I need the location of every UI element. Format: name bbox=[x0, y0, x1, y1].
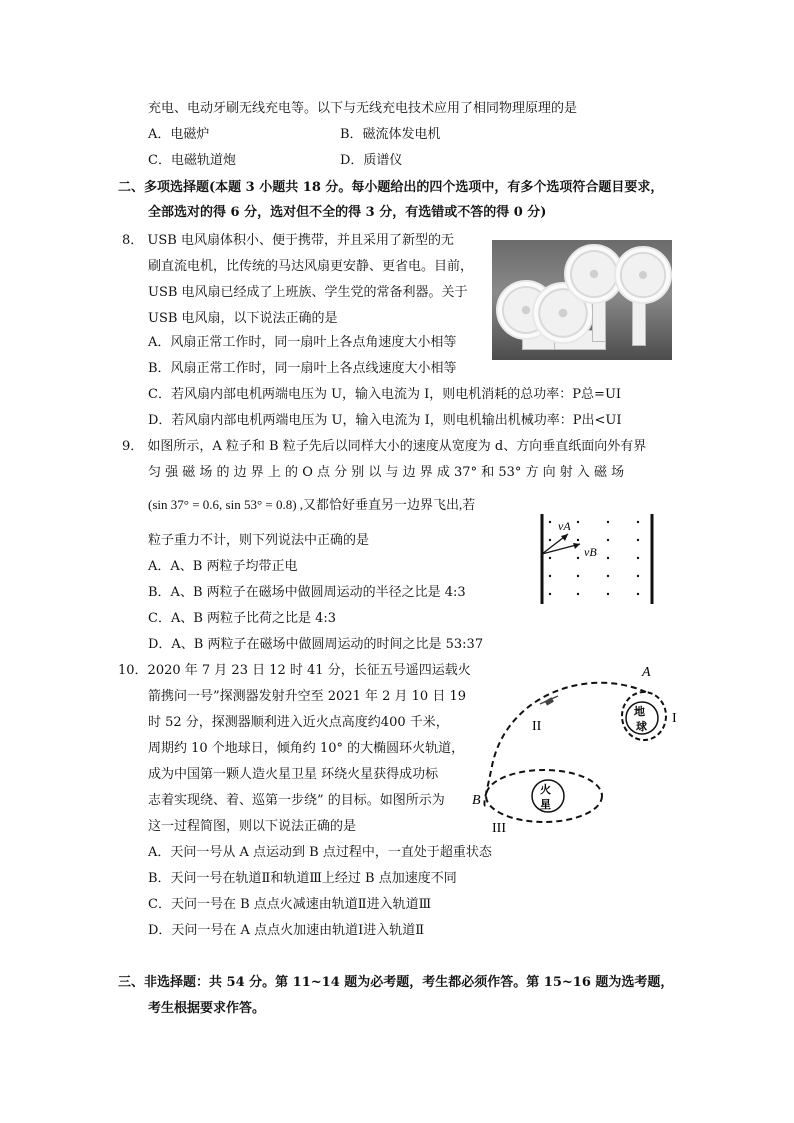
q9-stem-line1: 9． 如图所示，A 粒子和 B 粒子先后以同样大小的速度从宽度为 d、方向垂直纸面向外有界 bbox=[122, 439, 647, 454]
q9-option-d: D．A、B 两粒子在磁场中做圆周运动的时间之比是 53:37 bbox=[148, 637, 484, 652]
orbit-i-label: I bbox=[672, 711, 677, 726]
arrowhead-icon bbox=[573, 543, 580, 549]
usb-fan-photo bbox=[492, 240, 672, 360]
q7-stem-line: 充电、电动牙刷无线充电等。以下与无线充电技术应用了相同物理原理的是 bbox=[148, 101, 578, 116]
mars-label-1: 火 bbox=[540, 783, 551, 796]
q9-option-a: A．A、B 两粒子均带正电 bbox=[148, 559, 298, 574]
q7-option-b: B．磁流体发电机 bbox=[340, 127, 441, 142]
arrowhead-icon bbox=[561, 534, 568, 541]
q10-option-b: B．天问一号在轨道Ⅱ和轨道Ⅲ上经过 B 点加速度不同 bbox=[148, 871, 457, 886]
q8-option-c: C．若风扇内部电机两端电压为 U，输入电流为 I，则电机消耗的总功率：P总=UI bbox=[148, 387, 622, 402]
point-a-label: A bbox=[642, 665, 651, 680]
q7-option-d: D．质谱仪 bbox=[340, 153, 403, 168]
section3-heading-line2: 考生根据要求作答。 bbox=[148, 1001, 266, 1016]
q8-option-b: B．风扇正常工作时，同一扇叶上各点线速度大小相等 bbox=[148, 361, 457, 376]
q7-option-c: C．电磁轨道炮 bbox=[148, 153, 236, 168]
q10-stem-line2: 箭携问一号”探测器发射升空至 2021 年 2 月 10 日 19 bbox=[148, 689, 467, 704]
q10-stem-line3: 时 52 分，探测器顺利进入近火点高度约400 千米， bbox=[148, 715, 449, 730]
q10-option-a: A．天问一号从 A 点运动到 B 点过程中，一直处于超重状态 bbox=[148, 845, 492, 860]
q10-orbit-diagram bbox=[466, 656, 696, 842]
q8-stem-line4: USB 电风扇，以下说法正确的是 bbox=[148, 311, 338, 326]
section3-heading-line1: 三、非选择题：共 54 分。第 11~14 题为必考题，考生都必须作答。第 15~16 题为选考题， bbox=[118, 975, 674, 990]
q9-stem-line3: (sin 37° = 0.6, sin 53° = 0.8) ,又都恰好垂直另一边界飞出,若 bbox=[148, 497, 476, 512]
q10-option-d: D．天问一号在 A 点点火加速由轨道Ⅰ进入轨道Ⅱ bbox=[148, 923, 425, 938]
q10-stem-line1: 10．2020 年 7 月 23 日 12 时 41 分，长征五号遥四运载火 bbox=[118, 663, 471, 678]
label-va: vA bbox=[558, 519, 571, 533]
q8-option-a: A．风扇正常工作时，同一扇叶上各点角速度大小相等 bbox=[148, 335, 457, 350]
q10-stem-line6: 志着实现绕、着、巡第一步绕” 的目标。如图所示为 bbox=[148, 793, 445, 808]
earth-label-2: 球 bbox=[636, 720, 647, 733]
q9-stem-line4: 粒子重力不计，则下列说法中正确的是 bbox=[148, 533, 370, 548]
orbit-ii-label: II bbox=[532, 719, 542, 734]
q10-stem-line7: 这一过程简图，则以下说法正确的是 bbox=[148, 819, 357, 834]
q8-stem-line3: USB 电风扇已经成了上班族、学生党的常备利器。关于 bbox=[148, 285, 468, 300]
earth-label-1: 地 bbox=[634, 705, 645, 718]
section2-heading-line1: 二、多项选择题(本题 3 小题共 18 分。每小题给出的四个选项中，有多个选项符合题目要求， bbox=[118, 180, 664, 195]
orbit-two-transfer bbox=[484, 683, 646, 806]
q9-stem-line2: 匀 强 磁 场 的 边 界 上 的 O 点 分 别 以 与 边 界 成 37° 和 53° 方 向 射 入 磁 场 bbox=[148, 465, 625, 480]
spacecraft-icon bbox=[540, 696, 558, 706]
q9-option-b: B．A、B 两粒子在磁场中做圆周运动的半径之比是 4:3 bbox=[148, 585, 466, 600]
section2-heading-line2: 全部选对的得 6 分，选对但不全的得 3 分，有选错或不答的得 0 分) bbox=[148, 205, 547, 220]
q10-stem-line5: 成为中国第一颗人造火星卫星 环绕火星获得成功标 bbox=[148, 767, 439, 782]
q9-option-c: C．A、B 两粒子比荷之比是 4:3 bbox=[148, 611, 337, 626]
q7-option-a: A．电磁炉 bbox=[148, 127, 210, 142]
q8-option-d: D．若风扇内部电机两端电压为 U，输入电流为 I，则电机输出机械功率：P出<UI bbox=[148, 413, 622, 428]
orbit-iii-label: III bbox=[492, 821, 506, 836]
q8-stem-line2: 刷直流电机，比传统的马达风扇更安静、更省电。目前， bbox=[148, 259, 474, 274]
q8-stem-line1: 8． USB 电风扇体积小、便于携带，并且采用了新型的无 bbox=[122, 233, 454, 248]
point-b-label: B bbox=[472, 793, 481, 808]
q10-option-c: C．天问一号在 B 点点火减速由轨道Ⅱ进入轨道Ⅲ bbox=[148, 897, 432, 912]
q9-magnetic-field-diagram bbox=[530, 512, 662, 606]
q10-stem-line4: 周期约 10 个地球日，倾角约 10° 的大椭圆环火轨道， bbox=[148, 741, 465, 756]
label-vb: vB bbox=[584, 545, 597, 559]
mars-label-2: 星 bbox=[540, 798, 551, 811]
